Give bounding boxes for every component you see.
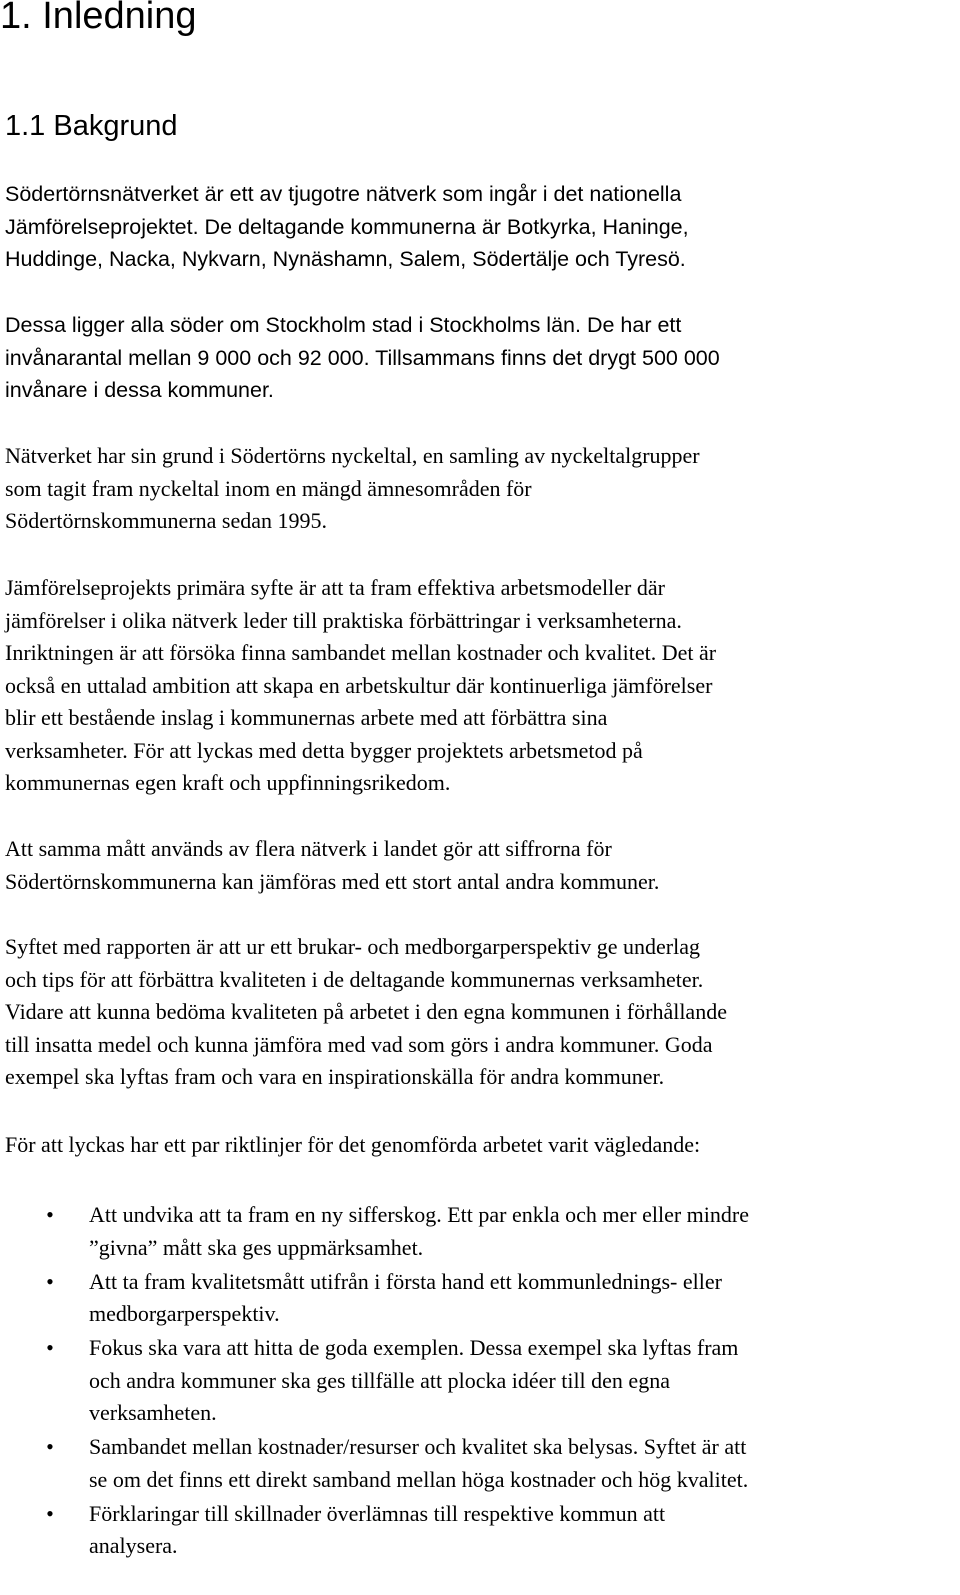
bullet-icon: • <box>46 1268 54 1294</box>
text-line: Inriktningen är att försöka finna sambandet mellan kostnader och kvalitet. Det är <box>5 640 717 665</box>
text-line: också en uttalad ambition att skapa en arbetskultur där kontinuerliga jämförelser <box>5 672 713 698</box>
text-line: Huddinge, Nacka, Nykvarn, Nynäshamn, Salem, Södertälje och Tyresö. <box>5 247 686 271</box>
text-line: blir ett bestående inslag i kommunernas arbete med att förbättra sina <box>5 705 608 730</box>
text-line: Att samma mått används av flera nätverk i landet gör att siffrorna för <box>5 836 612 861</box>
text-line: medborgarperspektiv. <box>89 1301 280 1326</box>
text-line: Syftet med rapporten är att ur ett brukar- och medborgarperspektiv ge underlag <box>5 934 700 959</box>
list-item <box>0 1199 960 1264</box>
text-line: analysera. <box>89 1533 178 1558</box>
text-line: Att ta fram kvalitetsmått utifrån i första hand ett kommunlednings- eller <box>89 1268 722 1294</box>
text-line: kommunernas egen kraft och uppfinningsrikedom. <box>5 770 451 795</box>
list-item <box>0 1431 960 1496</box>
paragraph-purpose <box>5 572 955 800</box>
text-line: och andra kommuner ska ges tillfälle att plocka idéer till den egna <box>89 1367 670 1393</box>
bullet-icon: • <box>46 1500 54 1526</box>
text-line: Jämförelseprojektet. De deltagande kommunerna är Botkyrka, Haninge, <box>5 214 689 239</box>
text-line: till insatta medel och kunna jämföra med vad som görs i andra kommuner. Goda <box>5 1031 713 1057</box>
text-line: ”givna” mått ska ges uppmärksamhet. <box>89 1234 424 1260</box>
text-line: Jämförelseprojekts primära syfte är att ta fram effektiva arbetsmodeller där <box>5 575 665 600</box>
text-line: Södertörnskommunerna kan jämföras med ett stort antal andra kommuner. <box>5 868 660 894</box>
text-line: Dessa ligger alla söder om Stockholm stad i Stockholms län. De har ett <box>5 313 682 337</box>
text-line: Södertörnsnätverket är ett av tjugotre nätverk som ingår i det nationella <box>5 182 682 206</box>
text-line: Vidare att kunna bedöma kvaliteten på arbetet i den egna kommunen i förhållande <box>5 999 727 1024</box>
paragraph-location <box>5 309 955 407</box>
paragraph-network <box>5 440 955 538</box>
chapter-heading: 1. Inledning <box>0 0 197 37</box>
text-line: exempel ska lyftas fram och vara en inspirationskälla för andra kommuner. <box>5 1064 665 1089</box>
text-line: som tagit fram nyckeltal inom en mängd ämnesområden för <box>5 475 532 501</box>
text-line: Nätverket har sin grund i Södertörns nyckeltal, en samling av nyckeltalgrupper <box>5 443 700 468</box>
text-line: Sambandet mellan kostnader/resurser och kvalitet ska belysas. Syftet är att <box>89 1434 747 1459</box>
paragraph-guidelines-intro <box>5 1129 955 1162</box>
list-item <box>0 1498 960 1563</box>
text-line: Att undvika att ta fram en ny sifferskog. Ett par enkla och mer eller mindre <box>89 1202 749 1227</box>
bullet-icon: • <box>46 1335 54 1360</box>
text-line: verksamheten. <box>89 1400 217 1425</box>
text-line: verksamheter. För att lyckas med detta bygger projektets arbetsmetod på <box>5 737 643 763</box>
guidelines-list <box>0 1199 960 1564</box>
list-item <box>0 1332 960 1430</box>
text-line: se om det finns ett direkt samband mellan höga kostnader och hög kvalitet. <box>89 1466 749 1492</box>
bullet-icon: • <box>46 1434 54 1459</box>
text-line: Förklaringar till skillnader överlämnas till respektive kommun att <box>89 1500 666 1526</box>
text-line: jämförelser i olika nätverk leder till praktiska förbättringar i verksamheterna. <box>5 607 682 633</box>
text-line: invånarantal mellan 9 000 och 92 000. Tillsammans finns det drygt 500 000 <box>5 345 720 370</box>
text-line: För att lyckas har ett par riktlinjer för det genomförda arbetet varit vägledande: <box>5 1132 701 1157</box>
list-item <box>0 1266 960 1331</box>
text-line: Södertörnskommunerna sedan 1995. <box>5 508 327 533</box>
paragraph-intro <box>5 178 955 276</box>
text-line: invånare i dessa kommuner. <box>5 378 274 402</box>
section-heading: 1.1 Bakgrund <box>5 110 178 142</box>
bullet-icon: • <box>46 1202 54 1227</box>
paragraph-report-aim <box>5 931 955 1094</box>
text-line: och tips för att förbättra kvaliteten i de deltagande kommunernas verksamheter. <box>5 966 704 992</box>
text-line: Fokus ska vara att hitta de goda exemplen. Dessa exempel ska lyftas fram <box>89 1335 739 1360</box>
paragraph-measures <box>5 833 955 898</box>
